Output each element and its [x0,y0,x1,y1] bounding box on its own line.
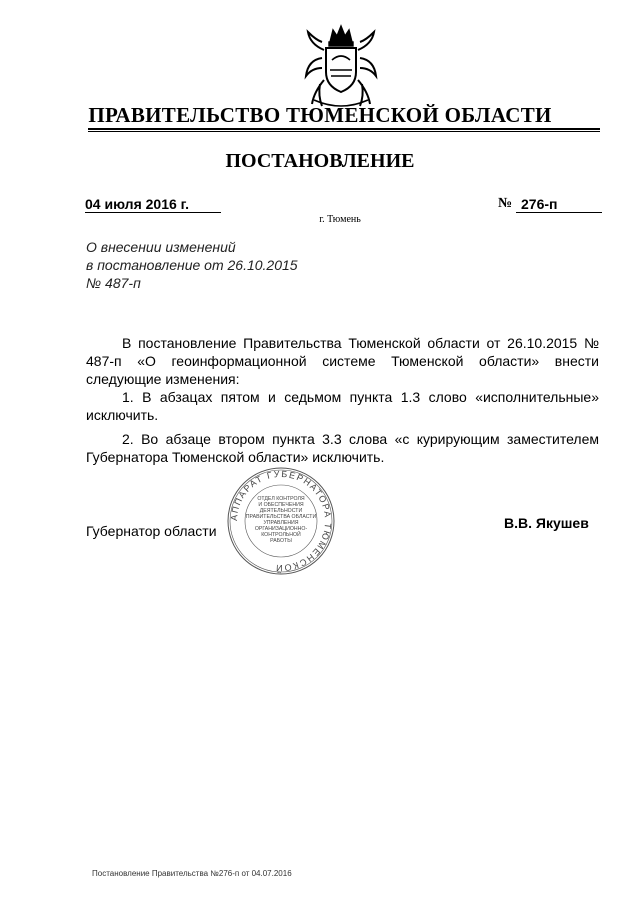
city-label: г. Тюмень [319,214,361,225]
subject-line: в постановление от 26.10.2015 [86,257,298,273]
coat-of-arms-emblem [300,20,382,110]
document-subject [86,238,298,292]
subject-line: О внесении изменений [86,239,236,255]
stamp-inner-line: УПРАВЛЕНИЯ [263,520,299,526]
signer-title: Губернатор области [86,523,217,539]
stamp-inner-line: И ОБЕСПЕЧЕНИЯ [258,502,304,508]
stamp-ring-text: АППАРАТ ГУБЕРНАТОРА ТЮМЕНСКОЙ [228,468,334,574]
stamp-inner-line: ДЕЯТЕЛЬНОСТИ [259,508,303,514]
subject-line: № 487-п [86,275,141,291]
number-sign: № [498,196,513,211]
signer-name: В.В. Якушев [504,515,589,531]
number-underline [516,212,602,213]
header-rule-thin [88,131,600,132]
body-paragraph: В постановление Правительства Тюменской области от 26.10.2015 № 487-п «О геоинформационной системе Тюменской области» внести следующие изменения: [86,335,599,387]
date-underline [85,212,221,213]
document-date: 04 июля 2016 г. [85,196,189,212]
government-name: ПРАВИТЕЛЬСТВО ТЮМЕНСКОЙ ОБЛАСТИ [88,103,552,127]
stamp-inner-line: ОРГАНИЗАЦИОННО- [254,526,308,532]
body-paragraph: 1. В абзацах пятом и седьмом пункта 1.3 слово «исполнительные» исключить. [86,389,599,423]
stamp-inner-line: ПРАВИТЕЛЬСТВА ОБЛАСТИ [245,514,317,520]
body-paragraph: 2. Во абзаце втором пункта 3.3 слова «с курирующим заместителем Губернатора Тюменской области» исключить. [86,431,599,465]
stamp-inner-line: КОНТРОЛЬНОЙ [261,532,301,538]
header-rule [88,128,600,130]
stamp-inner-line: РАБОТЫ [270,538,292,544]
document-type: ПОСТАНОВЛЕНИЕ [225,150,415,172]
footer-note: Постановление Правительства №276-п от 04.07.2016 [92,869,292,878]
document-number: 276-п [521,196,558,212]
stamp-inner-line: ОТДЕЛ КОНТРОЛЯ [257,496,305,502]
official-stamp [226,466,336,576]
